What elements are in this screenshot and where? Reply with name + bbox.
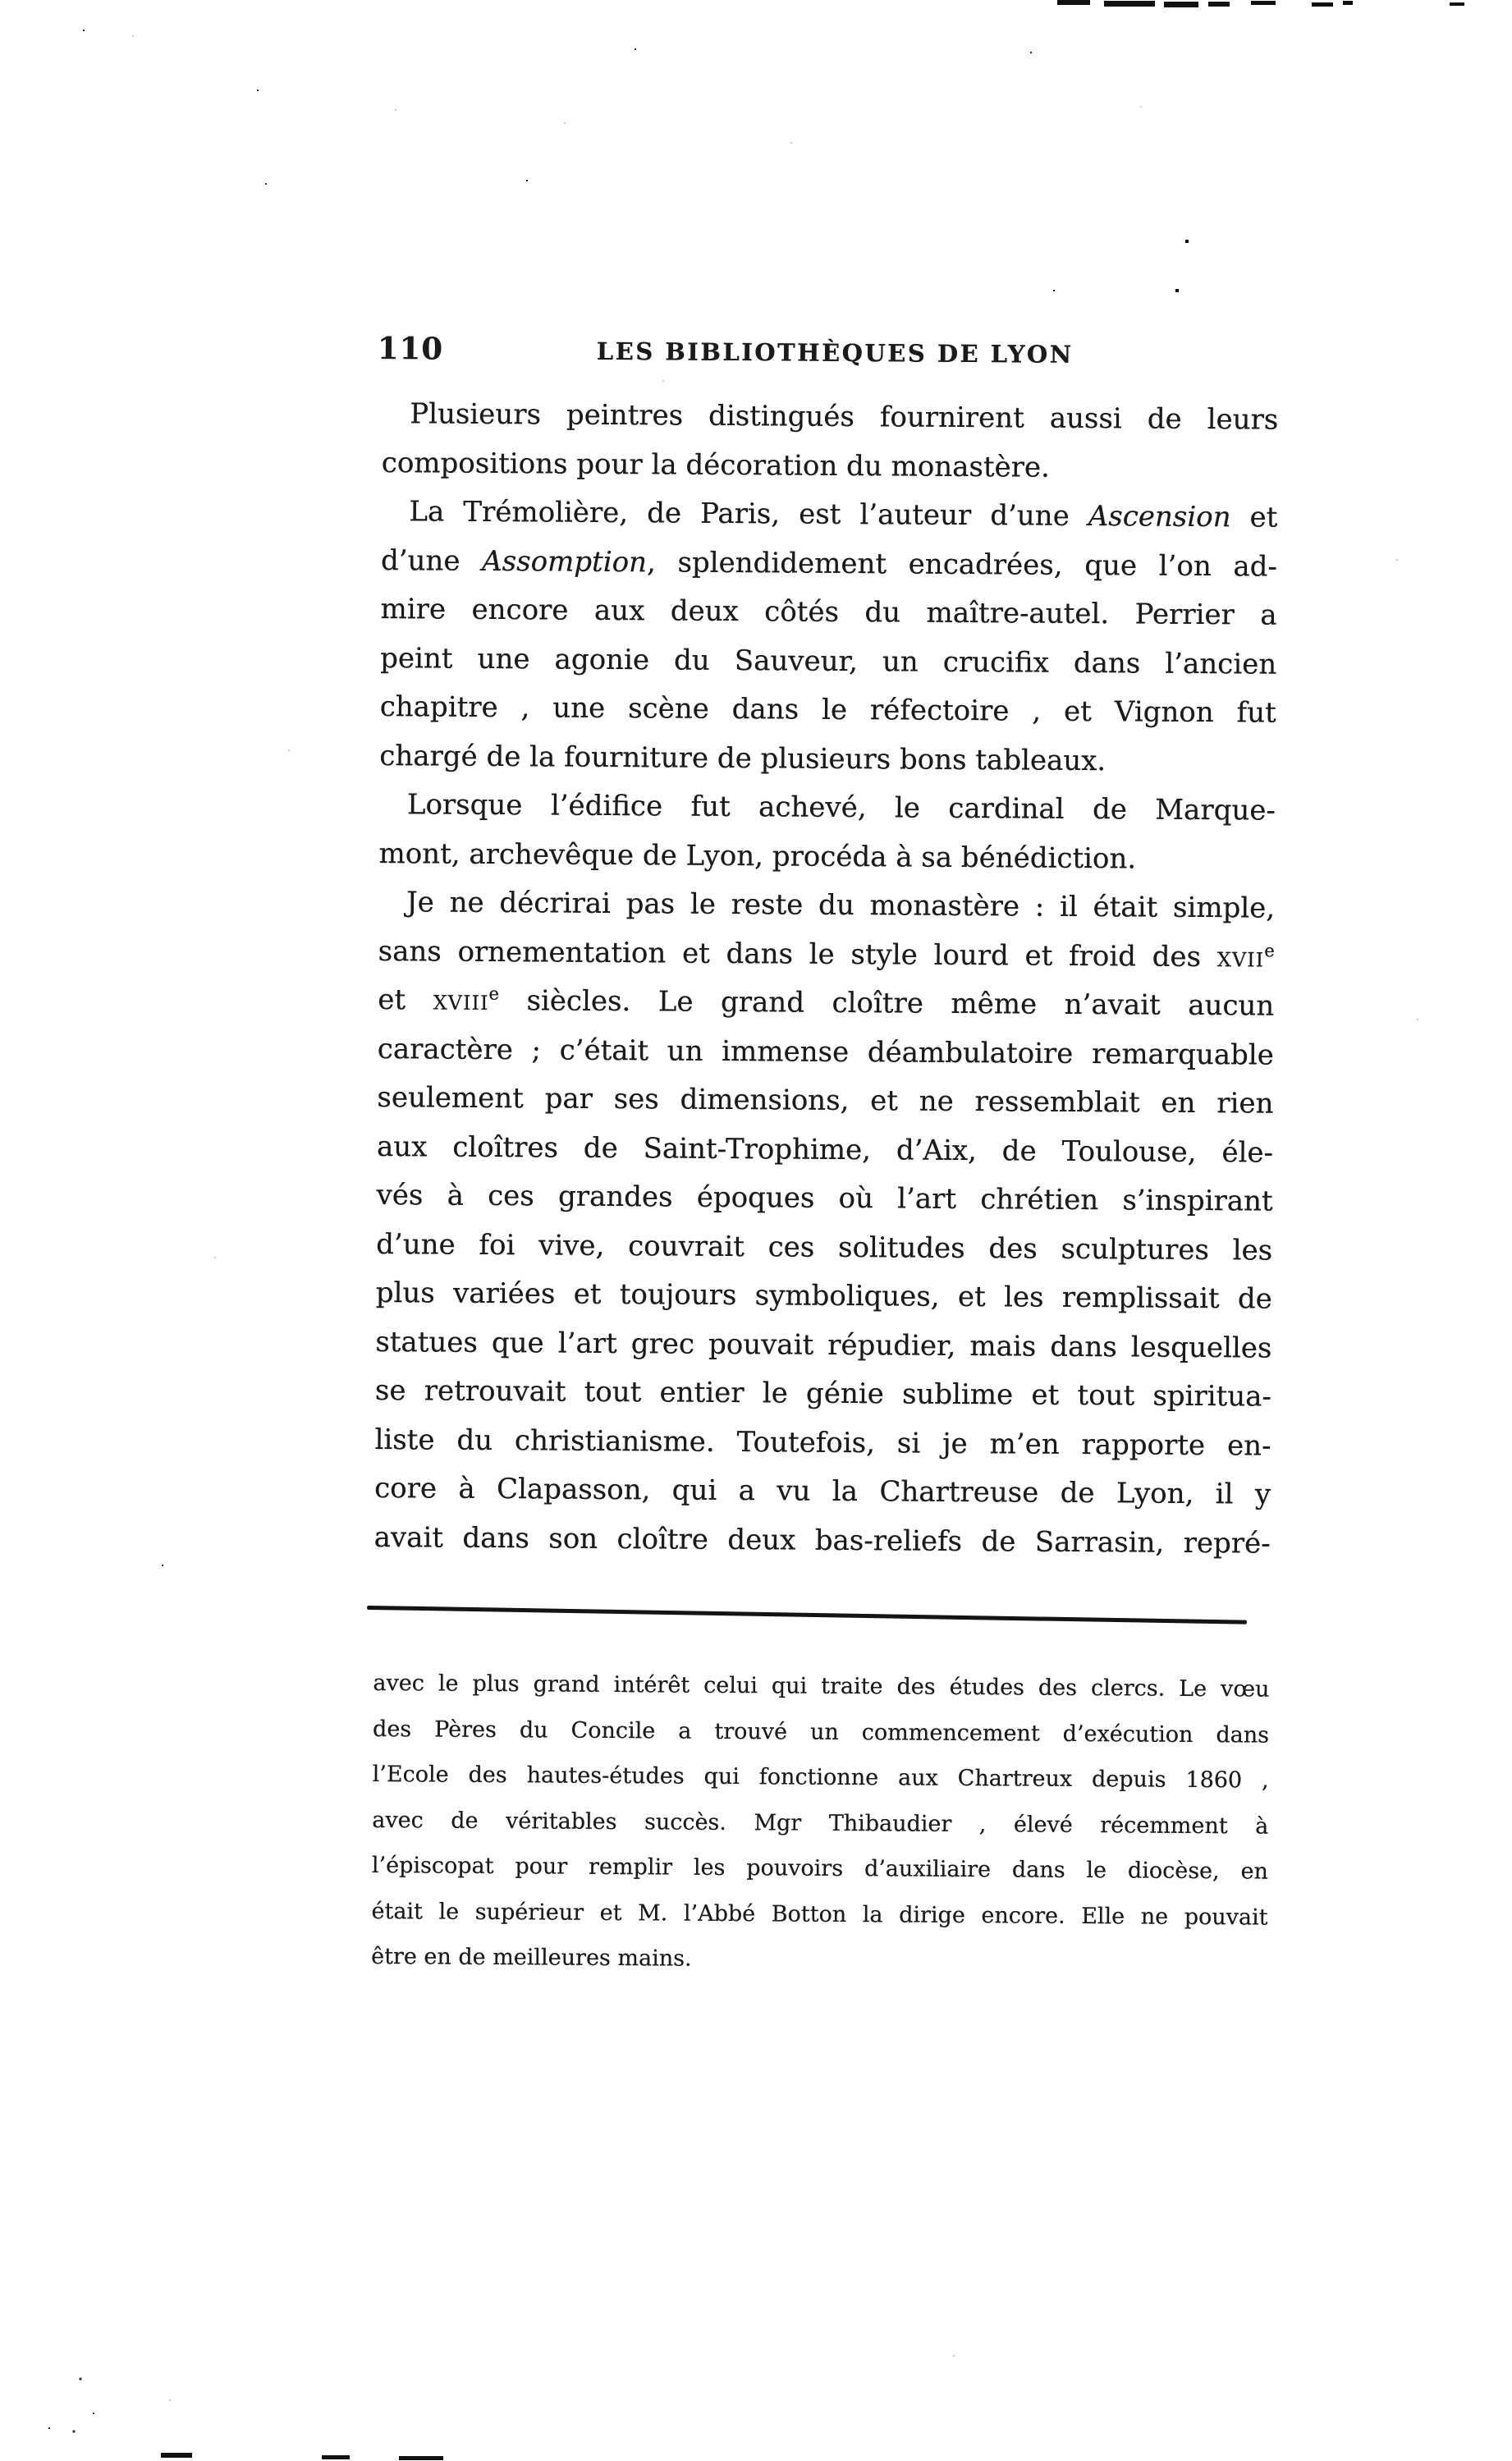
text-segment: compositions pour la décoration du monastère. (381, 446, 1051, 484)
text-line (378, 976, 1274, 1031)
text-segment: La Trémolière, de Paris, est l’auteur d’une (409, 495, 1088, 534)
text-line (378, 1024, 1274, 1079)
text-line (379, 731, 1276, 786)
text-segment: Lorsque l’édifice fut achevé, le cardinal de Marque- (406, 788, 1276, 827)
text-segment: avait dans son cloître deux bas-reliefs de Sarrasin, repré- (373, 1520, 1271, 1560)
text-segment: seulement par ses dimensions, et ne ressemblait en rien (377, 1080, 1274, 1121)
scan-edge-mark (1208, 2, 1230, 7)
scan-edge-mark (1312, 2, 1333, 7)
text-line (378, 829, 1275, 884)
text-segment: l’Ecole des hautes-études qui fonctionne aux Chartreux depuis 1860 , (372, 1761, 1269, 1794)
small-caps-text: xvii (1216, 940, 1265, 974)
text-segment: plus variées et toujours symboliques, et les remplissait de (375, 1276, 1272, 1316)
text-segment: , splendidement encadrées, que l’on ad- (646, 545, 1278, 584)
text-line (382, 438, 1278, 493)
text-line (373, 1706, 1269, 1758)
text-line (376, 1171, 1272, 1226)
scan-edge-mark (1164, 2, 1198, 7)
text-line (377, 1074, 1273, 1129)
page-number: 110 (377, 329, 444, 367)
text-segment: avec le plus grand intérêt celui qui traite des études des clercs. Le vœu (373, 1670, 1270, 1703)
text-line (376, 1269, 1272, 1324)
text-line (373, 1752, 1269, 1803)
text-segment: caractère ; c’était un immense déambulatoire remarquable (377, 1032, 1275, 1072)
text-line (382, 390, 1278, 445)
text-segment: mont, archevêque de Lyon, procéda à sa bénédiction. (378, 836, 1137, 875)
text-line (380, 585, 1276, 640)
text-segment: peint une agonie du Sauveur, un crucifix dans l’ancien (380, 641, 1277, 681)
text-line (371, 1934, 1267, 1986)
italic-text: Ascension (1088, 500, 1231, 534)
text-segment: core à Clapasson, qui a vu la Chartreuse de Lyon, il y (374, 1471, 1271, 1511)
superscript-text: e (1264, 939, 1275, 960)
text-line (374, 1415, 1271, 1470)
text-line (378, 927, 1275, 982)
text-segment: être en de meilleures mains. (371, 1943, 692, 1972)
text-line (371, 1888, 1267, 1940)
text-line (372, 1843, 1268, 1895)
small-caps-text: xviii (433, 983, 489, 1017)
text-line (377, 1122, 1273, 1177)
italic-text: Assomption (482, 544, 648, 579)
text-line (375, 1318, 1271, 1373)
text-segment: chapitre , une scène dans le réfectoire , et Vignon fut (379, 690, 1276, 730)
text-segment: Plusieurs peintres distingués fournirent aussi de leurs (410, 397, 1279, 437)
text-segment: sans ornementation et dans le style lourd et froid des (378, 934, 1217, 974)
text-line (374, 1464, 1271, 1519)
text-line (380, 634, 1276, 689)
text-segment: vés à ces grandes époques où l’art chrétien s’inspirant (376, 1178, 1273, 1218)
footnote-separator-rule (367, 1606, 1247, 1625)
scan-edge-mark (1104, 1, 1155, 7)
text-line (380, 683, 1276, 738)
scan-edge-mark (1057, 0, 1090, 5)
text-segment: l’épiscopat pour remplir les pouvoirs d’auxiliaire dans le diocèse, en (371, 1852, 1269, 1885)
text-line (374, 1513, 1271, 1568)
text-line (376, 1220, 1272, 1275)
text-segment: siècles. Le grand cloître même n’avait aucun (498, 984, 1275, 1023)
text-line (378, 878, 1275, 933)
text-segment: d’une (380, 543, 483, 578)
text-line (375, 1367, 1271, 1422)
scan-edge-mark (1343, 1, 1353, 5)
scan-speck-field (0, 0, 3, 3)
text-line (372, 1797, 1268, 1849)
text-segment: avec de véritables succès. Mgr Thibaudier , élevé récemment à (372, 1807, 1269, 1840)
text-segment: et (378, 983, 433, 1017)
text-segment: liste du christianisme. Toutefois, si je m’en rapporte en- (374, 1423, 1271, 1463)
text-segment: se retrouvait tout entier le génie sublime et tout spiritua- (374, 1373, 1272, 1414)
text-segment: statues que l’art grec pouvait répudier, mais dans lesquelles (375, 1325, 1272, 1365)
footnote-block (371, 1661, 1270, 1986)
text-segment: était le supérieur et M. l’Abbé Botton la dirige encore. Elle ne pouvait (371, 1898, 1268, 1931)
text-segment: Je ne décrirai pas le reste du monastère : il était simple, (405, 886, 1276, 925)
scan-edge-mark (322, 2455, 350, 2459)
text-line (381, 488, 1277, 543)
main-text-block (374, 390, 1279, 1569)
text-segment: mire encore aux deux côtés du maître-autel. Perrier a (380, 592, 1277, 632)
running-title: LES BIBLIOTHÈQUES DE LYON (596, 337, 1074, 369)
superscript-text: e (488, 983, 500, 1004)
text-segment: d’une foi vive, couvrait ces solitudes des sculptures les (376, 1227, 1273, 1267)
scan-edge-mark (1450, 2, 1464, 6)
scan-edge-mark (399, 2456, 443, 2460)
text-segment: des Pères du Concile a trouvé un commencement d’exécution dans (372, 1716, 1270, 1748)
text-segment: et (1230, 501, 1278, 534)
page-content (371, 330, 1279, 1986)
scan-edge-mark (161, 2453, 192, 2458)
text-segment: aux cloîtres de Saint-Trophime, d’Aix, de Toulouse, éle- (376, 1130, 1274, 1170)
text-line (379, 781, 1276, 836)
page-header (377, 329, 1279, 374)
text-line (381, 536, 1277, 591)
text-line (373, 1661, 1269, 1712)
scan-edge-mark (1251, 1, 1276, 5)
text-segment: chargé de la fourniture de plusieurs bons tableaux. (379, 739, 1107, 777)
